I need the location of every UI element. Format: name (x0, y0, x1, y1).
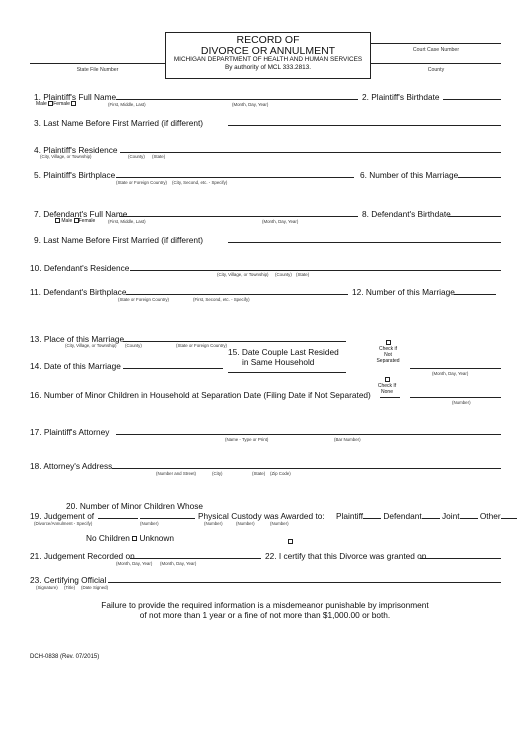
minor-children-number-line[interactable] (410, 397, 501, 398)
plaintiff-maiden-name-label: 3. Last Name Before First Married (if different) (34, 118, 204, 128)
custody-other-label: Other (479, 511, 501, 521)
judgement-type-line[interactable] (98, 518, 138, 519)
defendant-full-name-label: 7. Defendant's Full Name (34, 209, 128, 219)
plaintiff-birthdate-line[interactable] (443, 99, 501, 100)
plaintiff-residence-state-sublabel: (State) (152, 154, 166, 159)
defendant-residence-county-sublabel: (County) (275, 272, 292, 277)
form-number: DCH-0838 (Rev. 07/2015) (30, 654, 100, 660)
judgement-recorded-line[interactable] (130, 558, 261, 559)
authority-text: By authority of MCL 333.2813. (224, 64, 312, 71)
custody-number-sublabel-1: (Number) (204, 521, 223, 526)
no-children-checkbox[interactable] (132, 536, 137, 541)
state-file-number-line[interactable] (30, 63, 165, 64)
plaintiff-attorney-label: 17. Plaintiff's Attorney (30, 427, 110, 437)
granted-date-sublabel: (Month, Day, Year) (160, 561, 197, 566)
place-city-sublabel: (City, Village, or Township) (65, 343, 117, 348)
defendant-sex-row (55, 218, 95, 224)
custody-other-blank[interactable] (501, 518, 517, 519)
plaintiff-male-label: Male (36, 101, 47, 107)
custody-defendant-blank[interactable] (422, 518, 440, 519)
plaintiff-birthdate-sublabel: (Month, Day, Year) (232, 102, 269, 107)
recorded-date-sublabel: (Month, Day, Year) (116, 561, 153, 566)
custody-number-sublabel-2: (Number) (236, 521, 255, 526)
plaintiff-birthplace-label: 5. Plaintiff's Birthplace (34, 170, 116, 180)
plaintiff-birthplace-state-sublabel: (State or Foreign Country) (116, 180, 168, 185)
form-title-line1: RECORD OF (236, 34, 300, 46)
plaintiff-residence-sublabel: (City, Village, or Township) (40, 154, 92, 159)
minor-children-number-sublabel: (Number) (452, 400, 471, 405)
defendant-full-name-line[interactable] (120, 216, 358, 217)
certify-granted-line[interactable] (420, 558, 501, 559)
place-of-marriage-line[interactable] (123, 341, 346, 342)
defendant-birthdate-sublabel: (Month, Day, Year) (262, 219, 299, 224)
address-state-sublabel: (State) (252, 471, 266, 476)
certify-granted-label: 22. I certify that this Divorce was granted on (265, 551, 427, 561)
custody-number-sublabel-3: (Number) (270, 521, 289, 526)
plaintiff-birthdate-label: 2. Plaintiff's Birthdate (362, 92, 440, 102)
county-line[interactable] (371, 63, 501, 64)
number-of-marriage-label: 6. Number of this Marriage (360, 170, 459, 180)
not-separated-checkbox[interactable] (386, 340, 391, 345)
judgement-recorded-label: 21. Judgement Recorded on (30, 551, 135, 561)
address-zip-sublabel: (Zip Code) (270, 471, 291, 476)
address-street-sublabel: (Number and Street) (156, 471, 197, 476)
signature-sublabel: (Signature) (36, 585, 58, 590)
attorney-name-sublabel: (Name - Type or Print) (225, 437, 269, 442)
custody-plaintiff-label: Plaintiff (336, 511, 364, 521)
unknown-label: Unknown (139, 533, 175, 543)
none-checkbox[interactable] (385, 377, 390, 382)
plaintiff-residence-county-sublabel: (County) (128, 154, 145, 159)
judgement-number-sublabel: (Number) (140, 521, 159, 526)
last-resided-label-line2: in Same Household (242, 357, 315, 367)
plaintiff-sex-row (36, 101, 76, 107)
defendant-birthplace-label: 11. Defendant's Birthplace (30, 287, 127, 297)
plaintiff-maiden-name-line[interactable] (228, 125, 501, 126)
defendant-birthdate-label: 8. Defendant's Birthdate (362, 209, 451, 219)
custody-joint-blank[interactable] (460, 518, 478, 519)
defendant-residence-sublabel: (City, Village, or Township) (217, 272, 269, 277)
not-separated-group (368, 340, 408, 364)
separation-date-sublabel: (Month, Day, Year) (432, 371, 469, 376)
defendant-male-label: Male (61, 218, 73, 224)
title-sublabel: (Title) (64, 585, 76, 590)
court-case-number-line[interactable] (371, 43, 501, 44)
attorney-bar-sublabel: (Bar Number) (334, 437, 361, 442)
last-resided-date-line[interactable] (228, 372, 346, 373)
misdemeanor-notice-line1: Failure to provide the required information is a misdemeanor punishable by imprisonment (101, 600, 429, 610)
form-title-line2: DIVORCE OR ANNULMENT (200, 45, 336, 57)
unknown-checkbox-wrap (288, 533, 293, 551)
defendant-birthplace-city-sublabel: (First, Second, etc. - Specify) (193, 297, 250, 302)
custody-options-row (336, 511, 517, 521)
plaintiff-female-label: Female (53, 101, 70, 107)
minor-children-label: 16. Number of Minor Children in Household at Separation Date (Filing Date if Not Separated) (30, 390, 371, 400)
not-separated-label-line2: Not (384, 352, 392, 358)
defendant-residence-line[interactable] (130, 270, 501, 271)
plaintiff-birthplace-city-sublabel: (City, Second, etc. - Specify) (172, 180, 228, 185)
defendant-female-label: Female (78, 218, 96, 224)
plaintiff-residence-label: 4. Plaintiff's Residence (34, 145, 118, 155)
defendant-birthplace-state-sublabel: (State or Foreign Country) (118, 297, 170, 302)
place-of-marriage-label: 13. Place of this Marriage (30, 334, 125, 344)
place-county-sublabel: (County) (125, 343, 142, 348)
judgement-of-label: 19. Judgement of (30, 511, 95, 521)
not-separated-label-line1: Check if (378, 346, 398, 352)
children-custody-label: 20. Number of Minor Children Whose (66, 501, 203, 511)
judgement-type-sublabel: (Divorce/Annulment - Specify) (34, 521, 93, 526)
defendant-name-sublabel: (First, Middle, Last) (108, 219, 146, 224)
department-name: MICHIGAN DEPARTMENT OF HEALTH AND HUMAN SERVICES (173, 56, 363, 63)
attorney-address-label: 18. Attorney's Address (30, 461, 113, 471)
separation-date-line[interactable] (410, 368, 501, 369)
plaintiff-attorney-line[interactable] (116, 434, 501, 435)
address-city-sublabel: (City) (212, 471, 223, 476)
no-children-row (86, 533, 174, 543)
defendant-residence-label: 10. Defendant's Residence (30, 263, 130, 273)
plaintiff-residence-line[interactable] (120, 152, 501, 153)
none-group (372, 377, 402, 395)
plaintiff-name-sublabel: (First, Middle, Last) (108, 102, 146, 107)
none-label-line1: Check If (377, 383, 397, 389)
defendant-residence-state-sublabel: (State) (296, 272, 310, 277)
certifying-official-label: 23. Certifying Official (30, 575, 107, 585)
plaintiff-female-checkbox[interactable] (71, 101, 76, 106)
misdemeanor-notice-line2: of not more than 1 year or a fine of not more than $1,000.00 or both. (139, 610, 391, 620)
not-separated-label-line3: Separated (376, 358, 400, 364)
unknown-checkbox[interactable] (288, 539, 293, 544)
defendant-birthplace-line[interactable] (126, 294, 348, 295)
defendant-maiden-name-line[interactable] (228, 242, 501, 243)
custody-plaintiff-blank[interactable] (363, 518, 381, 519)
custody-joint-label: Joint (441, 511, 460, 521)
date-of-marriage-label: 14. Date of this Marriage (30, 361, 121, 371)
date-signed-sublabel: (Date Signed) (81, 585, 109, 590)
number-of-marriage-line[interactable] (458, 177, 501, 178)
plaintiff-birthplace-line[interactable] (116, 177, 354, 178)
plaintiff-full-name-line[interactable] (116, 99, 358, 100)
defendant-maiden-name-label: 9. Last Name Before First Married (if different) (34, 235, 204, 245)
state-file-number-label: State File Number (76, 67, 119, 73)
court-case-number-label: Court Case Number (412, 47, 460, 53)
custody-defendant-label: Defendant (383, 511, 422, 521)
defendant-male-checkbox[interactable] (55, 218, 60, 223)
attorney-address-line[interactable] (112, 468, 501, 469)
last-resided-label-line1: 15. Date Couple Last Resided (228, 347, 339, 357)
none-label-line2: None (381, 389, 393, 395)
defendant-marriage-number-label: 12. Number of this Marriage (352, 287, 455, 297)
certifying-official-line[interactable] (108, 582, 501, 583)
place-state-sublabel: (State or Foreign Country) (176, 343, 228, 348)
date-of-marriage-line[interactable] (123, 368, 223, 369)
plaintiff-full-name-label: 1. Plaintiff's Full Name (34, 92, 117, 102)
judgement-number-line[interactable] (140, 518, 195, 519)
defendant-birthdate-line[interactable] (448, 216, 501, 217)
defendant-marriage-number-line[interactable] (454, 294, 496, 295)
custody-awarded-label: Physical Custody was Awarded to: (198, 511, 325, 521)
county-label: County (427, 67, 445, 73)
none-underline (380, 397, 400, 398)
no-children-label: No Children (86, 533, 130, 543)
